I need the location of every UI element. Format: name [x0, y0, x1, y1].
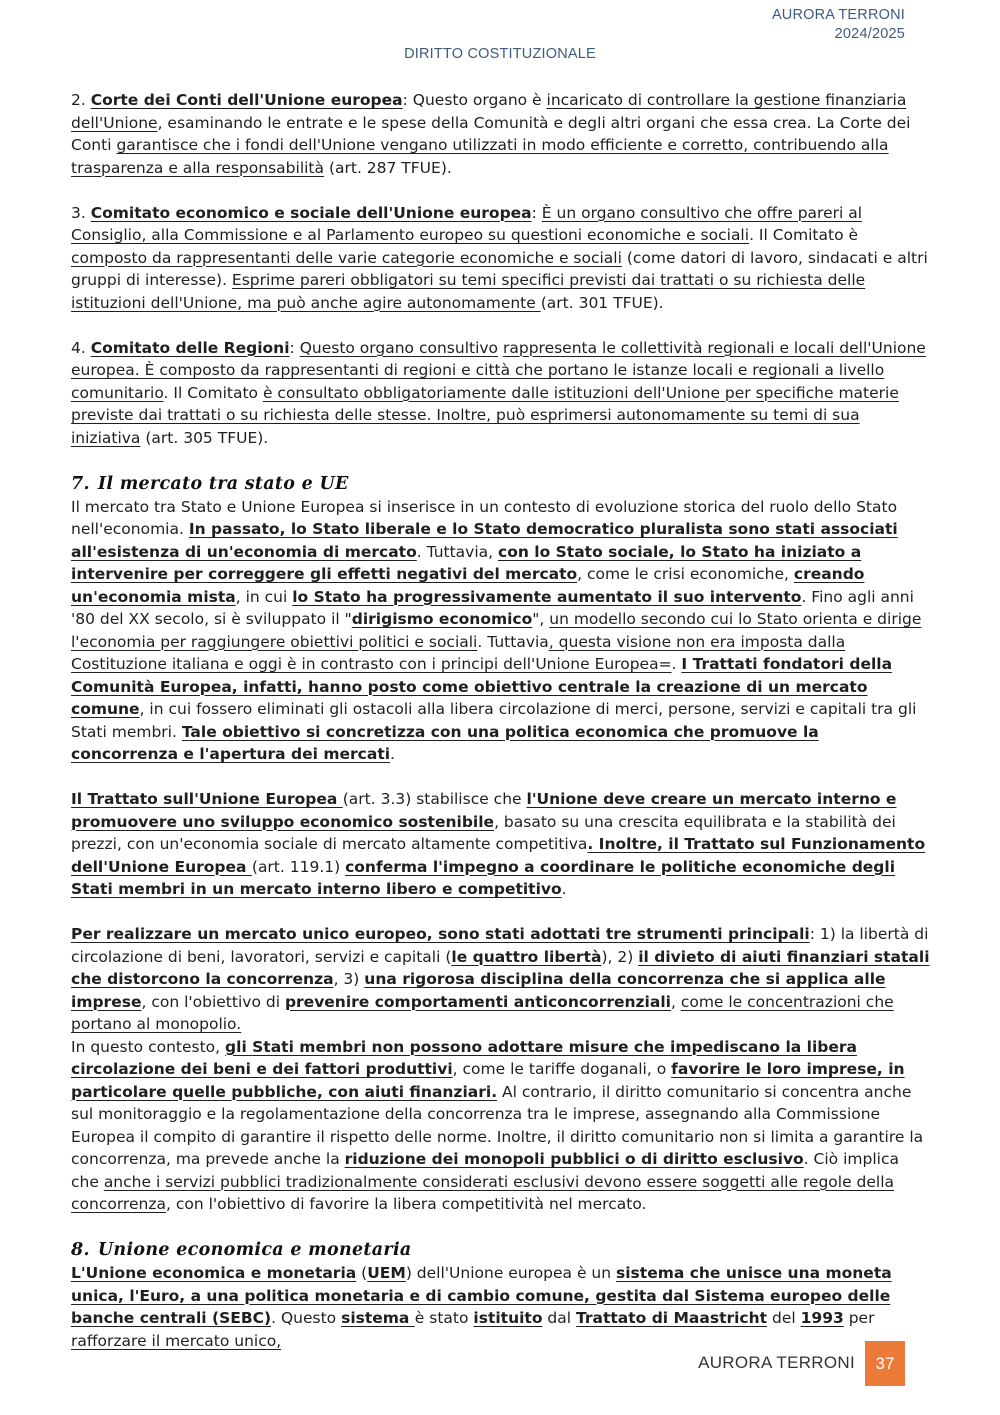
body-text: .	[390, 745, 395, 763]
body-text: , esaminando le entrate e le spese della Comunità e degli altri organi che essa crea. La Corte dei Conti	[71, 113, 911, 154]
body-text: , basato su una crescita equilibrata e la stabilità dei prezzi, con un'economia sociale di mercato altamente competitiva	[71, 812, 896, 853]
section7-title: Il mercato tra stato e UE	[97, 473, 349, 494]
underlined-text: rappresenta le collettività regionali e locali dell'Unione europea. È composto da rappresentanti di regioni e città che portano le istanze locali e regionali a livello comunitario	[71, 338, 926, 402]
underlined-text: rafforzare il mercato unico,	[71, 1331, 282, 1350]
body-text: , 3)	[333, 970, 365, 988]
emphasis-text: sistema che unisce una moneta unica, l'Euro, a una politica monetaria e di cambio comune, gestita dal Sistema europeo delle banche centrali (SEBC)	[71, 1264, 892, 1327]
body-text: (art. 3.3) stabilisce che	[342, 790, 527, 808]
section6-item-comitato-economico-sociale	[71, 202, 931, 315]
body-text: (art. 305 TFUE).	[140, 428, 269, 447]
underlined-text: Esprime pareri obbligatori su temi specifici previsti dai trattati o su richiesta delle istituzioni dell'Unione, ma può anche agire autonomamente	[71, 271, 866, 312]
section7-number: 7.	[71, 473, 90, 494]
header-year: 2024/2025	[834, 26, 905, 42]
emphasis-text: le quattro libertà	[451, 947, 602, 966]
body-text: (art. 119.1)	[251, 857, 346, 876]
body-text: . Ciò implica che	[71, 1150, 899, 1191]
emphasis-text: con lo Stato sociale, lo Stato ha iniziato a intervenire per correggere gli effetti negativi del mercato	[71, 542, 862, 583]
body-text: , in cui fossero eliminati gli ostacoli alla libera circolazione di merci, persone, servizi e capitali tra gli Stati membri.	[71, 700, 917, 741]
body-text: ), 2)	[601, 947, 639, 966]
emphasis-text: L'Unione economica e monetaria	[71, 1264, 357, 1282]
body-text: è stato	[414, 1309, 474, 1327]
section7-paragraph	[71, 1036, 931, 1216]
emphasis-text: lo Stato ha progressivamente aumentato il suo intervento	[292, 587, 802, 606]
emphasis-text: dirigismo economico	[351, 610, 533, 628]
body-text: , con l'obiettivo di favorire la libera competitività nel mercato.	[165, 1195, 647, 1213]
emphasis-text: I Trattati fondatori della Comunità Europea, infatti, hanno posto come obiettivo centrale la creazione di un mercato comune	[71, 655, 893, 718]
body-text: , in cui	[235, 587, 293, 606]
emphasis-text: . Inoltre, il Trattato sul Funzionamento dell'Unione Europea	[71, 835, 926, 876]
section8-title: Unione economica e monetaria	[97, 1240, 412, 1260]
underlined-text: incaricato di controllare la gestione finanziaria dell'Unione	[71, 91, 907, 132]
body-text: . Tuttavia	[477, 632, 549, 651]
underlined-text: è consultato obbligatoriamente dalle istituzioni dell'Unione per specifiche materie previste dai trattati o su richiesta delle stesse. Inoltre, può esprimersi autonomamente su temi di sua iniziativa	[71, 383, 899, 447]
body-text: .	[561, 880, 567, 898]
body-text: Il mercato tra Stato e Unione Europea si inserisce in un contesto di evoluzione storica del ruolo dello Stato nell'economia.	[71, 497, 898, 538]
body-text: ,	[670, 992, 681, 1011]
body-text: In questo contesto,	[71, 1037, 226, 1056]
body-text: dal	[542, 1309, 576, 1327]
body-text: . Il Comitato è	[749, 226, 859, 244]
body-text: , come le crisi economiche,	[577, 565, 794, 583]
section7-heading	[71, 472, 931, 496]
underlined-text: garantisce che i fondi dell'Unione vengano utilizzati in modo efficiente e corretto, contribuendo alla trasparenza e alla responsabilità	[71, 136, 889, 177]
body-text: 2.	[71, 91, 91, 109]
underlined-text: come le concentrazioni che portano al monopolio.	[71, 992, 894, 1033]
emphasis-text: favorire le loro imprese, in particolare quelle pubbliche, con aiuti finanziari.	[71, 1060, 905, 1101]
emphasis-text: UEM	[367, 1264, 406, 1282]
emphasis-text: Tale obiettivo si concretizza con una politica economica che promuove la concorrenza e l'apertura dei mercati	[71, 722, 819, 763]
section8-number: 8.	[71, 1240, 90, 1260]
emphasis-text: Comitato delle Regioni	[90, 338, 290, 357]
body-text: . Il Comitato	[163, 383, 263, 402]
body-text: (art. 301 TFUE).	[540, 293, 664, 312]
body-text: . Fino agli anni '80 del XX secolo, si è sviluppato il "	[71, 587, 914, 628]
underlined-text: Questo organo consultivo	[299, 338, 499, 357]
body-text: :	[289, 338, 300, 357]
body-text: 3.	[71, 203, 91, 222]
emphasis-text: Comitato economico e sociale dell'Unione europea	[90, 203, 532, 222]
header-subject: DIRITTO COSTITUZIONALE	[404, 46, 596, 62]
emphasis-text: Trattato di Maastricht	[575, 1309, 768, 1327]
section6-item-comitato-regioni	[71, 337, 931, 450]
emphasis-text: gli Stati membri non possono adottare misure che impediscano la libera circolazione dei beni e dei fattori produttivi	[71, 1037, 857, 1078]
underlined-text: un modello secondo cui lo Stato orienta e dirige l'economia per raggiungere obiettivi politici e sociali	[71, 610, 922, 651]
emphasis-text: sistema	[341, 1309, 415, 1327]
body-text: . Tuttavia,	[416, 542, 499, 561]
body-text: : 1) la libertà di circolazione di beni, lavoratori, servizi e capitali (	[71, 925, 929, 966]
body-text: , con l'obiettivo di	[141, 992, 285, 1011]
emphasis-text: riduzione dei monopoli pubblici o di diritto esclusivo	[344, 1150, 804, 1168]
page-body	[71, 89, 931, 1352]
footer-author: AURORA TERRONI	[698, 1353, 855, 1372]
section7-paragraph	[71, 496, 931, 766]
section8-heading	[71, 1238, 931, 1262]
header-author: AURORA TERRONI	[771, 7, 905, 23]
page-number-badge: 37	[865, 1341, 905, 1386]
section7-paragraph	[71, 788, 931, 901]
body-text: , come le tariffe doganali, o	[452, 1060, 672, 1078]
body-text: .	[671, 655, 682, 673]
underlined-text: È un organo consultivo che offre pareri al Consiglio, alla Commissione e al Parlamento europeo su questioni economiche e sociali	[71, 203, 863, 244]
body-text: del	[767, 1309, 801, 1327]
header-author-block	[772, 6, 905, 44]
emphasis-text: Per realizzare un mercato unico europeo, sono stati adottati tre strumenti principali	[71, 925, 810, 943]
body-text: per	[843, 1309, 875, 1327]
emphasis-text: il divieto di aiuti finanziari statali che distorcono la concorrenza	[71, 947, 930, 988]
underlined-text: , questa visione non era imposta dalla Costituzione italiana e oggi è in contrasto con i principi dell'Unione Europea=	[71, 632, 846, 673]
emphasis-text: creando un'economia mista	[71, 565, 865, 606]
underlined-text: anche i servizi pubblici tradizionalmente considerati esclusivi devono essere soggetti alle regole della concorrenza	[71, 1172, 895, 1213]
section8-paragraph	[71, 1262, 931, 1352]
body-text: Al contrario, il diritto comunitario si concentra anche sul monitoraggio e la regolamentazione della concorrenza tra le imprese, assegnando alla Commissione Europea il compito di garantire il rispetto delle norme. Inoltre, il diritto comunitario non si limita a garantire la concorrenza, ma prevede anche la	[71, 1082, 924, 1168]
body-text: :	[531, 203, 542, 222]
body-text: (come datori di lavoro, sindacati e altri gruppi di interesse).	[71, 248, 928, 289]
body-text: (	[356, 1264, 368, 1282]
emphasis-text: prevenire comportamenti anticoncorrenziali	[284, 992, 671, 1011]
body-text: 4.	[71, 338, 91, 357]
emphasis-text: l'Unione deve creare un mercato interno e promuovere uno sviluppo economico sostenibile	[71, 790, 897, 831]
emphasis-text: 1993	[800, 1309, 844, 1327]
section6-item-corte-dei-conti	[71, 89, 931, 179]
body-text: ",	[532, 610, 550, 628]
emphasis-text: Corte dei Conti dell'Unione europea	[90, 91, 403, 109]
underlined-text: composto da rappresentanti delle varie categorie economiche e sociali	[71, 248, 622, 267]
body-text: ) dell'Unione europea è un	[405, 1264, 617, 1282]
body-text: . Questo	[271, 1309, 342, 1327]
emphasis-text: conferma l'impegno a coordinare le politiche economiche degli Stati membri in un mercato interno libero e competitivo	[71, 857, 896, 898]
emphasis-text: istituito	[473, 1309, 543, 1327]
emphasis-text: Il Trattato sull'Unione Europea	[71, 790, 343, 808]
body-text: (art. 287 TFUE).	[324, 158, 452, 177]
body-text: : Questo organo è	[402, 91, 547, 109]
section7-paragraph	[71, 923, 931, 1036]
emphasis-text: una rigorosa disciplina della concorrenza che si applica alle imprese	[71, 970, 886, 1011]
emphasis-text: In passato, lo Stato liberale e lo Stato democratico pluralista sono stati associati all'esistenza di un'economia di mercato	[71, 520, 898, 561]
